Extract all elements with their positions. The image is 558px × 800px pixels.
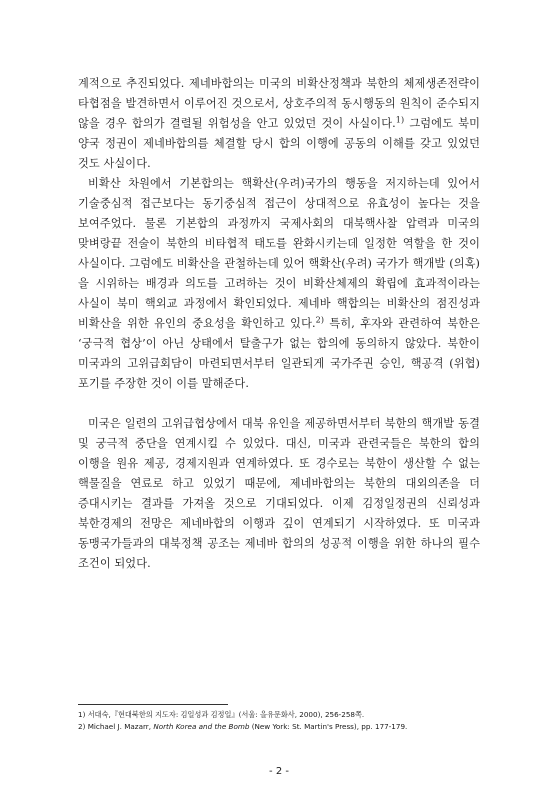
footnotes: [78, 704, 480, 733]
footnote-1-text: 서대숙,『현대북한의 지도자: 김일성과 김정일』(서울: 을유문화사, 2000), 256-258쪽.: [87, 710, 365, 719]
footnote-1-marker: 1): [78, 710, 86, 719]
footnote-2-author: Michael J. Mazarr,: [87, 722, 154, 731]
footnote-2-publication: (New York: St. Martin's Press), pp. 177-179.: [249, 722, 408, 731]
footnote-divider: [78, 704, 228, 705]
footnote-2-title: North Korea and the Bomb: [153, 722, 250, 731]
paragraph-3: [78, 414, 480, 574]
paragraph-2: [78, 174, 480, 394]
paragraph-1: [78, 74, 480, 174]
paragraph-2-text-continued: 특히, 후자와 관련하여 북한은 ‘궁극적 협상’이 아닌 상태에서 탈출구가 없는 합의에 동의하지 않았다. 북한이 미국과의 고위급회담이 마련되면서부터 일관되게 국가주권 승인, 핵공격 (위협) 포기를 주장한 것이 이를 말해준다.: [78, 317, 480, 390]
body-text: [78, 74, 480, 574]
paragraph-2-text: 비확산 차원에서 기본합의는 핵확산(우려)국가의 행동을 저지하는데 있어서 기술중심적 접근보다는 동기중심적 접근이 상대적으로 유효성이 높다는 것을 보여주었다. 물론 기본합의 과정까지 국제사회의 대북핵사찰 압력과 미국의 맞벼랑끝 전술이 북한의 비타협적 태도를 완화시키는데 일정한 역할을 한 것이 사실이다. 그럼에도 비확산을 관철하는데 있어 핵확산(우려) 국가가 핵개발 (의혹)을 시위하는 배경과 의도를 고려하는 것이 비확산체제의 확립에 효과적이라는 사실이 북미 핵외교 과정에서 확인되었다. 제네바 핵합의는 비확산의 점진성과 비확산을 위한 유인의 중요성을 확인하고 있다.: [78, 177, 480, 330]
footnote-ref-2[interactable]: 2): [315, 315, 325, 325]
footnote-1: [78, 709, 480, 721]
paragraph-1-text-continued: 그럼에도 북미 양국 정권이 제네바합의를 체결할 당시 합의 이행에 공동의 이해를 갖고 있었던 것도 사실이다.: [78, 117, 480, 170]
footnote-ref-1[interactable]: 1): [395, 115, 405, 125]
footnote-2: [78, 721, 480, 733]
page-number: - 2 -: [269, 766, 289, 777]
paragraph-1-text: 계적으로 추진되었다. 제네바합의는 미국의 비확산정책과 북한의 체제생존전략이 타협점을 발견하면서 이루어진 것으로서, 상호주의적 동시행동의 원칙이 준수되지 않을 경우 합의가 결렬될 위험성을 안고 있었던 것이 사실이다.: [78, 77, 480, 130]
paragraph-3-text: 미국은 일련의 고위급협상에서 대북 유인을 제공하면서부터 북한의 핵개발 동결 및 궁극적 중단을 연계시킬 수 있었다. 대신, 미국과 관련국들은 북한의 합의 이행을 원유 제공, 경제지원과 연계하였다. 또 경수로는 북한이 생산할 수 없는 핵물질을 연료로 하고 있었기 때문에, 제네바합의는 북한의 대외의존을 더 증대시키는 결과를 가져올 것으로 기대되었다. 이제 김정일정권의 신뢰성과 북한경제의 전망은 제네바합의 이행과 깊이 연계되기 시작하였다. 또 미국과 동맹국가들과의 대북정책 공조는 제네바 합의의 성공적 이행을 위한 하나의 필수 조건이 되었다.: [78, 417, 480, 570]
footnote-2-marker: 2): [78, 722, 86, 731]
